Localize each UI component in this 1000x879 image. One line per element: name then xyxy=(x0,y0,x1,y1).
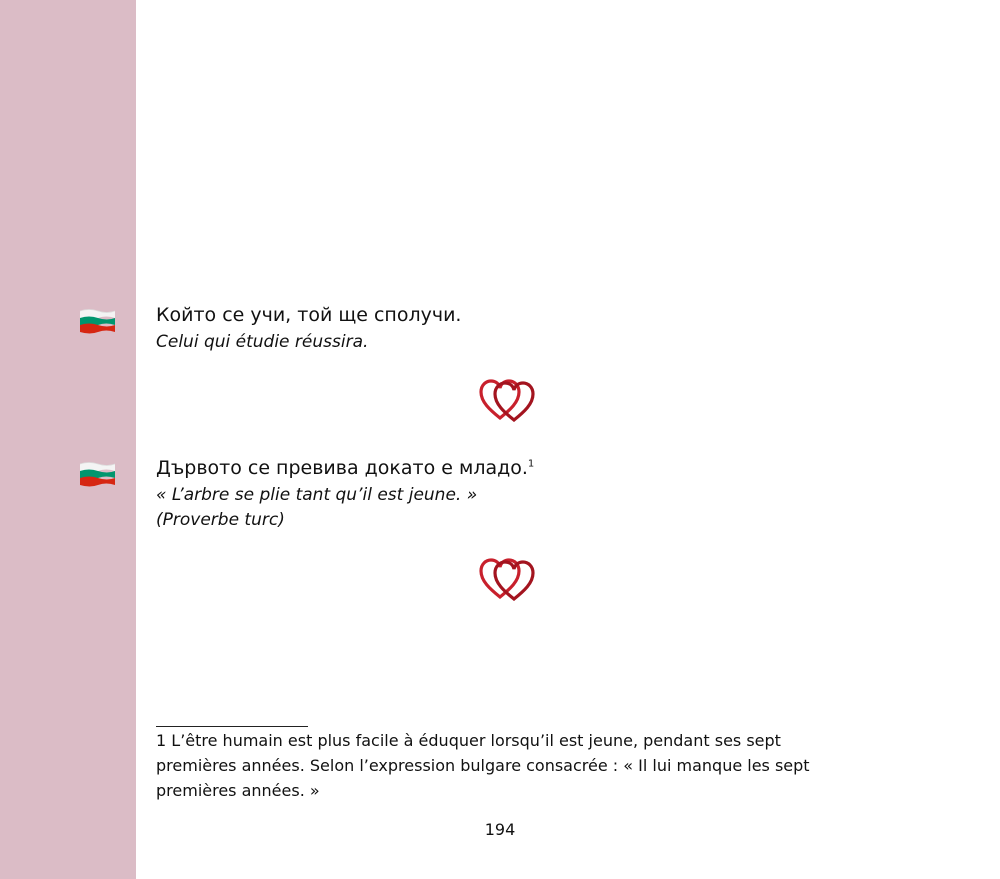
hearts-divider-icon xyxy=(478,557,538,601)
page-number: 194 xyxy=(484,820,516,839)
proverb-text: Който се учи, той ще сполучи. xyxy=(156,304,462,326)
footnote-number: 1 xyxy=(156,731,167,750)
footnote-divider xyxy=(156,726,308,727)
proverb-translation: « L’arbre se plie tant qu’il est jeune. » xyxy=(156,485,478,505)
page-sidebar xyxy=(0,0,136,879)
hearts-divider-icon xyxy=(478,378,538,422)
footnote-reference: 1 xyxy=(527,458,535,470)
proverb-bulgarian xyxy=(156,303,461,327)
bulgarian-flag-icon xyxy=(79,308,116,334)
bulgarian-flag-icon xyxy=(79,461,116,487)
proverb-translation: Celui qui étudie réussira. xyxy=(156,332,369,352)
footnote-text: L’être humain est plus facile à éduquer lorsqu’il est jeune, pendant ses sept premières années. Selon l’expression bulgare consacrée : « Il lui manque les sept premières années. » xyxy=(156,731,810,800)
proverb-bulgarian xyxy=(156,456,534,480)
footnote xyxy=(156,728,856,803)
proverb-source: (Proverbe turc) xyxy=(156,510,285,530)
proverb-text: Дървото се превива докато е младо. xyxy=(156,457,528,479)
